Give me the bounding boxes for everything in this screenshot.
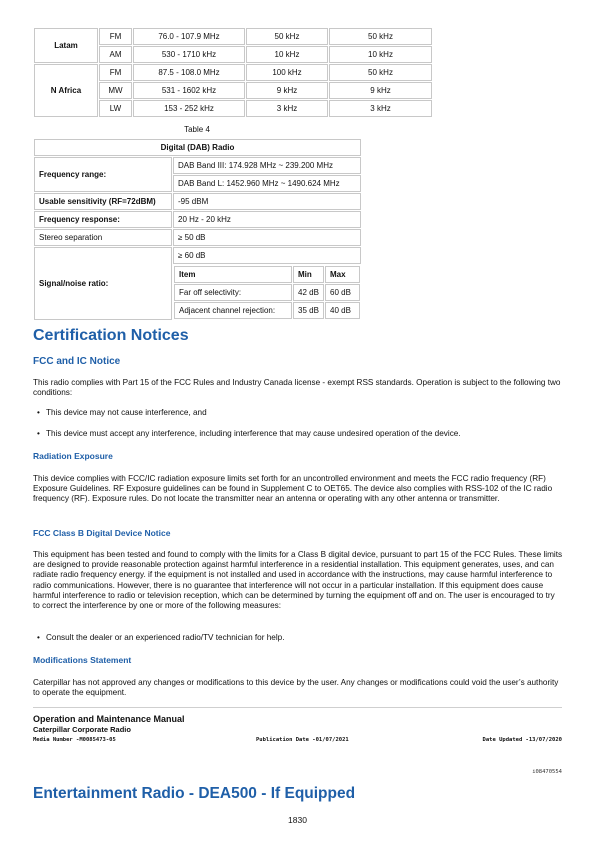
step-cell: 100 kHz bbox=[246, 64, 328, 81]
step-cell: 50 kHz bbox=[329, 28, 432, 45]
media-number: Media Number -M0085473-05 bbox=[33, 737, 116, 743]
radiation-paragraph: This device complies with FCC/IC radiation exposure limits set forth for an uncontrolled environment and meets the FCC radio frequency (RF) Exposure Guidelines. RF Exposure guidelines can be found in Supplement C to OET65. The device also complies with RSS-102 of the IC radio frequency (RF). Exposure rules. Do not locate the transmitter near an antenna or operating with any other antenna or transmitter. bbox=[33, 474, 553, 504]
next-section-title: Entertainment Radio - DEA500 - If Equipped bbox=[33, 785, 356, 802]
document-id: i08470554 bbox=[532, 769, 562, 775]
column-header: Max bbox=[325, 266, 360, 283]
band-cell: MW bbox=[99, 82, 132, 99]
table-cell: 35 dB bbox=[293, 302, 324, 319]
modifications-paragraph: Caterpillar has not approved any changes or modifications to this device by the user. Any changes or modifications could void the user’s authority to operate the equipment. bbox=[33, 678, 559, 698]
stereo-label: Stereo separation bbox=[34, 229, 172, 246]
table-row bbox=[34, 157, 361, 174]
range-cell: 153 - 252 kHz bbox=[133, 100, 245, 117]
divider bbox=[33, 707, 562, 708]
column-header: Min bbox=[293, 266, 324, 283]
step-cell: 3 kHz bbox=[329, 100, 432, 117]
range-cell: 87.5 - 108.0 MHz bbox=[133, 64, 245, 81]
freq-range-value: DAB Band III: 174.928 MHz ~ 239.200 MHz bbox=[173, 157, 361, 174]
fcc-ic-heading: FCC and IC Notice bbox=[33, 356, 121, 367]
class-b-heading: FCC Class B Digital Device Notice bbox=[33, 528, 171, 538]
fcc-ic-paragraph: This radio complies with Part 15 of the FCC Rules and Industry Canada license - exempt RSS standards. Operation is subject to the following two conditions: bbox=[33, 378, 561, 398]
table-caption: Table 4 bbox=[184, 125, 210, 134]
selectivity-table bbox=[173, 265, 361, 320]
page-number: 1830 bbox=[288, 815, 307, 825]
list-item: • Consult the dealer or an experienced radio/TV technician for help. bbox=[46, 633, 285, 642]
freq-range-value: DAB Band L: 1452.960 MHz ~ 1490.624 MHz bbox=[173, 175, 361, 192]
table-row bbox=[34, 247, 361, 264]
table-header: Digital (DAB) Radio bbox=[34, 139, 361, 156]
table-cell: 40 dB bbox=[325, 302, 360, 319]
freq-range-label: Frequency range: bbox=[34, 157, 172, 192]
band-cell: FM bbox=[99, 64, 132, 81]
manual-title: Operation and Maintenance Manual bbox=[33, 714, 185, 724]
table-row bbox=[34, 211, 361, 228]
step-cell: 10 kHz bbox=[246, 46, 328, 63]
selectivity-cell bbox=[173, 265, 361, 320]
table-row bbox=[174, 302, 360, 319]
step-cell: 50 kHz bbox=[246, 28, 328, 45]
table-row bbox=[34, 139, 361, 156]
band-table bbox=[33, 27, 433, 118]
table-row bbox=[34, 229, 361, 246]
range-cell: 531 - 1602 kHz bbox=[133, 82, 245, 99]
manual-subtitle: Caterpillar Corporate Radio bbox=[33, 725, 131, 734]
band-cell: FM bbox=[99, 28, 132, 45]
step-cell: 9 kHz bbox=[329, 82, 432, 99]
range-cell: 76.0 - 107.9 MHz bbox=[133, 28, 245, 45]
modifications-heading: Modifications Statement bbox=[33, 655, 132, 665]
table-cell: 60 dB bbox=[325, 284, 360, 301]
band-cell: LW bbox=[99, 100, 132, 117]
radiation-heading: Radiation Exposure bbox=[33, 451, 113, 461]
publication-date: Publication Date -01/07/2021 bbox=[256, 737, 349, 743]
snr-label: Signal/noise ratio: bbox=[34, 247, 172, 320]
table-cell: 42 dB bbox=[293, 284, 324, 301]
column-header: Item bbox=[174, 266, 292, 283]
stereo-value: ≥ 50 dB bbox=[173, 229, 361, 246]
table-row bbox=[34, 193, 361, 210]
band-cell: AM bbox=[99, 46, 132, 63]
table-cell: Far off selectivity: bbox=[174, 284, 292, 301]
table-row bbox=[174, 284, 360, 301]
class-b-paragraph: This equipment has been tested and found to comply with the limits for a Class B digital device, pursuant to part 15 of the FCC Rules. These limits are designed to provide reasonable protection against harmful interference in a residential installation. This equipment generates, uses, and can radiate radio frequency energy. if the equipment is not installed and used in accordance with the instructions, may cause harmful interference to radio communications. However, there is no guarantee that interference will not occur in a particular installation. If this equipment does cause harmful interference to radio or television reception, which can be determined by turning the equipment off and on. The user is encouraged to try to correct the interference by one or more of the following measures: bbox=[33, 550, 563, 611]
table-row bbox=[174, 266, 360, 283]
freq-response-value: 20 Hz - 20 kHz bbox=[173, 211, 361, 228]
table-row bbox=[34, 64, 432, 81]
sensitivity-value: -95 dBM bbox=[173, 193, 361, 210]
step-cell: 10 kHz bbox=[329, 46, 432, 63]
region-cell: N Africa bbox=[34, 64, 98, 117]
list-item: • This device must accept any interference, including interference that may cause undesired operation of the device. bbox=[46, 429, 461, 438]
range-cell: 530 - 1710 kHz bbox=[133, 46, 245, 63]
step-cell: 3 kHz bbox=[246, 100, 328, 117]
section-title: Certification Notices bbox=[33, 327, 189, 344]
table-cell: Adjacent channel rejection: bbox=[174, 302, 292, 319]
updated-date: Date Updated -13/07/2020 bbox=[482, 737, 562, 743]
freq-response-label: Frequency response: bbox=[34, 211, 172, 228]
list-item: • This device may not cause interference, and bbox=[46, 408, 207, 417]
table-row bbox=[34, 28, 432, 45]
sensitivity-label: Usable sensitivity (RF=72dBM) bbox=[34, 193, 172, 210]
dab-table bbox=[33, 138, 362, 321]
snr-value: ≥ 60 dB bbox=[173, 247, 361, 264]
step-cell: 9 kHz bbox=[246, 82, 328, 99]
region-cell: Latam bbox=[34, 28, 98, 63]
step-cell: 50 kHz bbox=[329, 64, 432, 81]
